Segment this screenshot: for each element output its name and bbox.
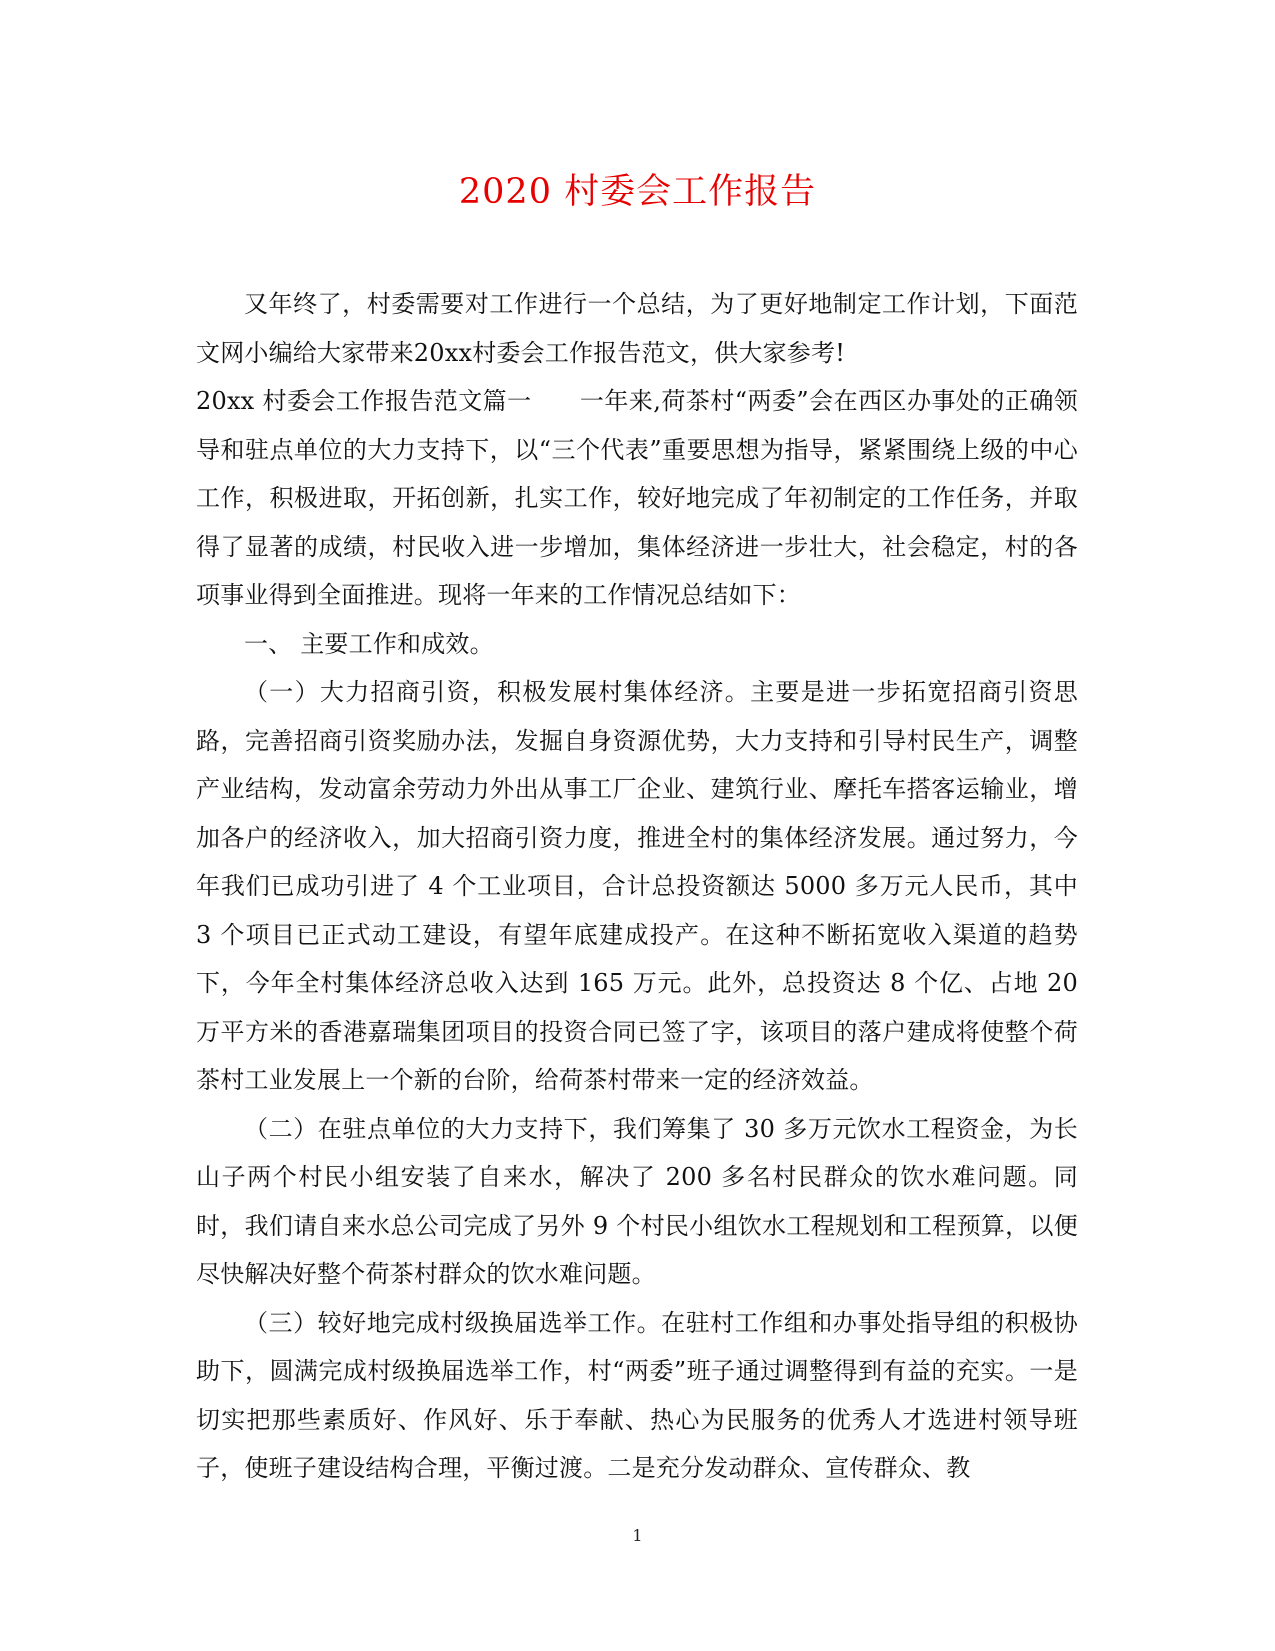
- heading-main-work: 一、 主要工作和成效。: [244, 629, 494, 658]
- section-text: 一年来,荷茶村“两委”会在西区办事处的正确领导和驻点单位的大力支持下，以“三个代表”重要思想为指导，紧紧围绕上级的中心工作，积极进取，开拓创新，扎实工作，较好地完成了年初制定的工作任务，并取得了显著的成绩，村民收入进一步增加，集体经济进一步壮大，社会稳定，村的各项事业得到全面推进。现将一年来的工作情况总结如下：: [196, 387, 1078, 609]
- section-paragraph: [196, 377, 1078, 620]
- document-title: 2020 村委会工作报告: [458, 172, 817, 212]
- page-number: 1: [632, 1526, 643, 1545]
- paragraph-election: （三）较好地完成村级换届选举工作。在驻村工作组和办事处指导组的积极协助下，圆满完成村级换届选举工作，村“两委”班子通过调整得到有益的充实。一是切实把那些素质好、作风好、乐于奉献、热心为民服务的优秀人才选进村领导班子，使班子建设结构合理，平衡过渡。二是充分发动群众、宣传群众、教: [196, 1308, 1078, 1482]
- intro-paragraph: 又年终了，村委需要对工作进行一个总结，为了更好地制定工作计划，下面范文网小编给大家带来20xx村委会工作报告范文，供大家参考!: [196, 290, 1078, 367]
- paragraph-water-project: （二）在驻点单位的大力支持下，我们筹集了 30 多万元饮水工程资金，为长山子两个村民小组安装了自来水，解决了 200 多名村民群众的饮水难问题。同时，我们请自来水总公司完成了另外 9 个村民小组饮水工程规划和工程预算，以便尽快解决好整个荷茶村群众的饮水难问题。: [196, 1114, 1078, 1288]
- document-body: [196, 280, 1078, 1493]
- paragraph-investment: （一）大力招商引资，积极发展村集体经济。主要是进一步拓宽招商引资思路，完善招商引资奖励办法，发掘自身资源优势，大力支持和引导村民生产，调整产业结构，发动富余劳动力外出从事工厂企业、建筑行业、摩托车搭客运输业，增加各户的经济收入，加大招商引资力度，推进全村的集体经济发展。通过努力，今年我们已成功引进了 4 个工业项目，合计总投资额达 5000 多万元人民币，其中 3 个项目已正式动工建设，有望年底建成投产。在这种不断拓宽收入渠道的趋势下，今年全村集体经济总收入达到 165 万元。此外，总投资达 8 个亿、占地 20 万平方米的香港嘉瑞集团项目的投资合同已签了字，该项目的落户建成将使整个荷茶村工业发展上一个新的台阶，给荷茶村带来一定的经济效益。: [196, 678, 1078, 1094]
- section-label: 20xx 村委会工作报告范文篇一: [196, 387, 532, 415]
